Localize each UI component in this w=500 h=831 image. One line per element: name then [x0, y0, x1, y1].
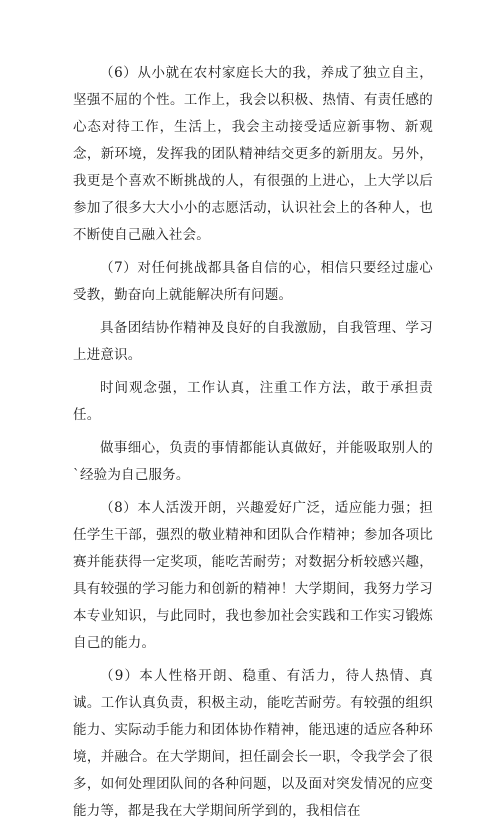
paragraph-careful: 做事细心，负责的事情都能认真做好，并能吸取别人的`经验为自己服务。: [73, 440, 433, 483]
paragraph-6: （6）从小就在农村家庭长大的我，养成了独立自主，坚强不屈的个性。工作上，我会以积极、热情、有责任感的心态对待工作，生活上，我会主动接受适应新事物、新观念，新环境，发挥我的团队精神结交更多的新朋友。另外，我更是个喜欢不断挑战的人，有很强的上进心，上大学以后参加了很多大大小小的志愿活动，认识社会上的各种人，也不断使自己融入社会。: [73, 65, 433, 243]
paragraph-time: 时间观念强，工作认真，注重工作方法，敢于承担责任。: [73, 380, 433, 423]
document-body: [73, 60, 433, 831]
paragraph-7: （7）对任何挑战都具备自信的心，相信只要经过虚心受教，勤奋向上就能解决所有问题。: [73, 260, 433, 303]
paragraph-9: （9）本人性格开朗、稳重、有活力，待人热情、真诚。工作认真负责，积极主动，能吃苦耐劳。有较强的组织能力、实际动手能力和团体协作精神，能迅速的适应各种环境，并融合。在大学期间，担任副会长一职，令我学会了很多，如何处理团队间的各种问题，以及面对突发情况的应变能力等，都是我在大学期间所学到的，我相信在: [73, 668, 433, 819]
paragraph-8: （8）本人活泼开朗，兴趣爱好广泛，适应能力强；担任学生干部，强烈的敬业精神和团队合作精神；参加各项比赛并能获得一定奖项，能吃苦耐劳；对数据分析较感兴趣，具有较强的学习能力和创新的精神！大学期间，我努力学习本专业知识，与此同时，我也参加社会实践和工作实习锻炼自己的能力。: [73, 500, 433, 651]
paragraph-teamwork: 具备团结协作精神及良好的自我激励，自我管理、学习上进意识。: [73, 320, 433, 363]
